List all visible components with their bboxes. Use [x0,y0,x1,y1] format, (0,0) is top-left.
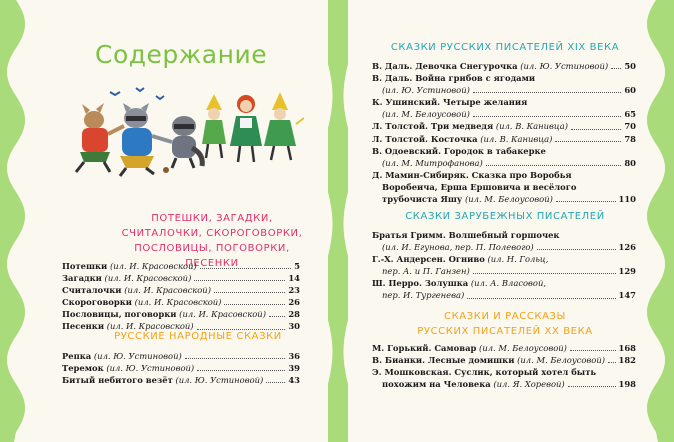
entry-page: 182 [618,355,636,366]
entry-title: Л. Толстой. Косточка [372,133,478,144]
toc-entry-continuation[interactable] [372,157,636,169]
section-heading-line: РУССКИХ ПИСАТЕЛЕЙ XX ВЕКА [417,326,593,337]
toc-entry[interactable] [372,72,636,84]
toc-list-19th-century [372,60,636,205]
toc-entry-continuation[interactable] [372,241,636,253]
entry-illustrator: (ил. М. Белоусовой) [464,194,553,205]
entry-page: 28 [288,309,300,320]
entry-page: 168 [618,343,636,353]
entry-illustrator: (ил. В. Канивца) [495,121,569,132]
entry-page: 147 [618,290,636,301]
entry-illustrator: (ил. И. Красовской) [109,261,197,271]
section-heading-line: РУССКИЕ НАРОДНЫЕ СКАЗКИ [114,331,282,342]
toc-entry[interactable] [62,296,300,308]
entry-page: 198 [618,379,636,390]
leader-dots [556,201,616,202]
leader-dots [570,350,616,351]
toc-entry-continuation[interactable] [372,181,636,193]
entry-illustrator: (ил. А. Власовой, [470,278,547,289]
entry-illustrator: пер. И. Тургенева) [382,290,465,301]
entry-title: Потешки [62,261,108,271]
entry-page: 30 [288,321,300,332]
toc-entry[interactable] [62,272,300,284]
entry-page: 80 [624,157,636,168]
leader-dots [266,382,285,383]
entry-title: В. Бианки. Лесные домишки [372,355,515,366]
leader-dots [611,68,621,69]
folk-characters-dancing-illustration [66,86,206,178]
entry-page: 126 [618,242,636,253]
children-in-costumes-illustration [200,90,304,170]
entry-page: 14 [288,273,300,284]
page-title: Содержание [95,40,268,69]
entry-illustrator: (ил. В. Канивца) [480,133,553,144]
leader-dots [608,362,616,363]
toc-entry[interactable] [62,284,300,296]
section-heading-line: ПОСЛОВИЦЫ, ПОГОВОРКИ, ПЕСЕНКИ [134,243,290,269]
entry-page: 50 [624,61,636,71]
entry-illustrator: (ил. И. Красовской) [134,297,222,308]
section-heading-line: ПОТЕШКИ, ЗАГАДКИ, [151,213,273,224]
toc-entry[interactable] [62,374,300,386]
toc-list-20th-century [372,342,636,390]
leader-dots [194,280,285,281]
leader-dots [568,386,616,387]
entry-title: Загадки [62,273,102,284]
entry-title: Песенки [62,321,105,332]
entry-illustrator: (ил. И. Красовской) [124,285,211,296]
section-heading-line: СЧИТАЛОЧКИ, СКОРОГОВОРКИ, [121,228,303,239]
entry-page: 43 [288,375,300,386]
toc-entry-continuation[interactable] [372,265,636,277]
entry-title: Репка [62,351,92,361]
toc-entry[interactable] [372,96,636,108]
entry-title: Г.-Х. Андерсен. Огниво [372,254,485,265]
entry-title: Теремок [62,363,104,374]
section-heading-line: СКАЗКИ РУССКИХ ПИСАТЕЛЕЙ XIX ВЕКА [390,42,620,53]
entry-title: Битый небитого везёт [62,375,173,386]
entry-title: трубочиста Яшу [382,194,463,205]
entry-title: похожим на Человека [382,379,491,390]
leader-dots [200,268,291,269]
entry-title: Д. Мамин-Сибиряк. Сказка про Воробья [372,169,572,180]
entry-illustrator: (ил. Ю. Устиновой) [520,61,609,71]
entry-title: Братья Гримм. Волшебный горшочек [372,230,560,240]
leader-dots [224,304,285,305]
entry-illustrator: (ил. Ю. Устиновой) [175,375,264,386]
entry-illustrator: (ил. Я. Хоревой) [493,379,565,390]
entry-title: В. Даль. Девочка Снегурочка [372,61,518,71]
entry-title: М. Горький. Самовар [372,343,477,353]
leader-dots [185,358,286,359]
toc-entry-continuation[interactable] [372,378,636,390]
entry-page: 129 [618,266,636,277]
toc-entry[interactable] [372,120,636,132]
entry-page: 5 [294,261,300,271]
toc-entry-continuation[interactable] [372,193,636,205]
entry-illustrator: (ил. Ю. Устиновой) [382,85,470,96]
entry-illustrator: (ил. М. Белоусовой) [479,343,567,353]
entry-title: В. Даль. Война грибов с ягодами [372,73,536,84]
leader-dots [473,116,621,117]
entry-illustrator: (ил. М. Белоусовой) [382,109,470,120]
entry-page: 26 [288,297,300,308]
entry-illustrator: (ил. И. Красовской) [104,273,192,284]
entry-page: 110 [618,194,636,205]
heading-foreign-writers [362,209,648,224]
toc-entry[interactable] [62,260,300,272]
toc-entry[interactable] [372,253,636,265]
entry-title: В. Одоевский. Городок в табакерке [372,145,546,156]
entry-title: Э. Мошковская. Суслик, который хотел быть [372,367,597,378]
leader-dots [197,370,285,371]
entry-page: 60 [624,85,636,96]
heading-19th-century [362,40,648,55]
entry-title: Скороговорки [62,297,132,308]
entry-title: Воробеича, Ерша Ершовича и весёлого [382,181,577,192]
entry-page: 36 [288,351,300,361]
entry-page: 23 [288,285,300,296]
entry-title: Пословицы, поговорки [62,309,177,320]
toc-entry-continuation[interactable] [372,84,636,96]
toc-list-foreign-writers [372,229,636,302]
leader-dots [473,273,616,274]
leader-dots [486,165,622,166]
entry-illustrator: (ил. Ю. Устиновой) [93,351,182,361]
toc-entry[interactable] [372,133,636,145]
toc-entry[interactable] [372,354,636,366]
entry-page: 70 [624,121,636,132]
leader-dots [214,292,285,293]
toc-entry-continuation[interactable] [372,289,636,301]
section-heading-line: СКАЗКИ И РАССКАЗЫ [444,311,566,322]
entry-title: Ш. Перро. Золушка [372,278,469,289]
leader-dots [555,141,621,142]
entry-title: Считалочки [62,285,122,296]
toc-entry-continuation[interactable] [372,108,636,120]
entry-illustrator: (ил. И. Красовской) [106,321,194,332]
entry-illustrator: (ил. М. Митрофанова) [382,157,483,168]
entry-illustrator: (ил. Ю. Устиновой) [106,363,195,374]
entry-illustrator: (ил. И. Красовской) [179,309,266,320]
toc-entry[interactable] [372,60,636,72]
toc-entry[interactable] [372,145,636,157]
toc-entry[interactable] [62,308,300,320]
leader-dots [537,249,616,250]
leader-dots [571,129,621,130]
entry-page: 65 [624,109,636,120]
leader-dots [467,298,615,299]
toc-entry[interactable] [372,229,636,241]
heading-20th-century [362,309,648,339]
heading-folk-tales [80,329,316,344]
toc-list-potehki [62,260,300,333]
entry-page: 39 [288,363,300,374]
toc-entry[interactable] [372,277,636,289]
entry-illustrator: (ил. И. Егунова, пер. П. Полевого) [382,242,534,253]
entry-title: К. Ушинский. Четыре желания [372,97,528,108]
toc-entry[interactable] [372,342,636,354]
leader-dots [473,92,621,93]
entry-page: 78 [624,133,636,144]
section-heading-line: СКАЗКИ ЗАРУБЕЖНЫХ ПИСАТЕЛЕЙ [405,211,605,222]
entry-title: Л. Толстой. Три медведя [372,121,494,132]
toc-entry[interactable] [62,350,300,362]
entry-illustrator: (ил. М. Белоусовой) [517,355,605,366]
toc-entry[interactable] [62,362,300,374]
toc-entry[interactable] [372,169,636,181]
leader-dots [269,316,285,317]
toc-list-folk-tales [62,350,300,386]
toc-entry[interactable] [372,366,636,378]
entry-illustrator: (ил. Н. Гольц, [487,254,549,265]
entry-illustrator: пер. А. и П. Ганзен) [382,266,470,277]
